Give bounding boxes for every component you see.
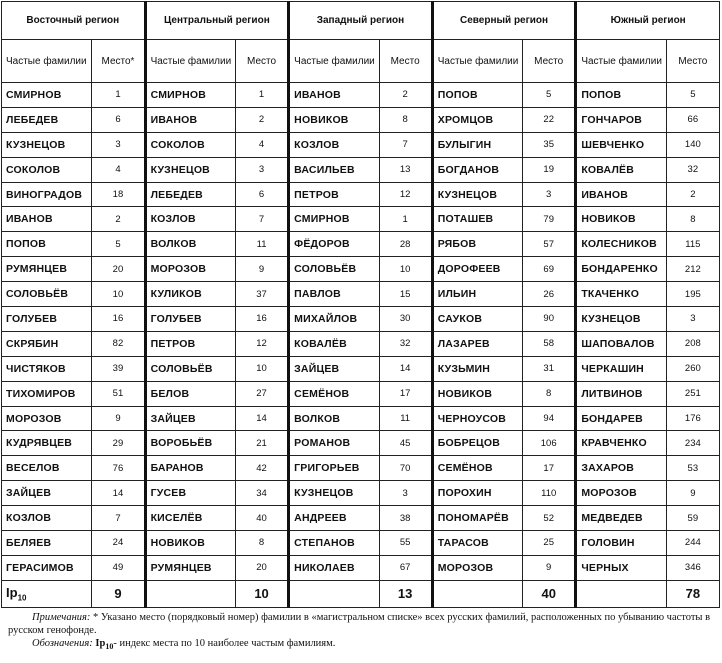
rank-cell: 5 (666, 83, 719, 108)
rank-cell: 12 (235, 331, 288, 356)
surname-cell: СМИРНОВ (2, 83, 92, 108)
rank-cell: 69 (523, 257, 576, 282)
table-row (2, 132, 720, 157)
surname-cell: НОВИКОВ (145, 531, 235, 556)
rank-cell: 67 (379, 555, 432, 580)
rank-cell: 10 (92, 282, 145, 307)
surname-cell: КУЗНЕЦОВ (145, 157, 235, 182)
rank-cell: 21 (235, 431, 288, 456)
surname-cell: ЗАЙЦЕВ (289, 356, 379, 381)
surname-cell: СОКОЛОВ (2, 157, 92, 182)
surname-cell: БЕЛОВ (145, 381, 235, 406)
surname-cell: ПОТАШЕВ (432, 207, 522, 232)
surname-cell: КУЗНЕЦОВ (289, 481, 379, 506)
surname-cell: ИВАНОВ (289, 83, 379, 108)
index-value: 9 (92, 580, 145, 607)
surname-cell: ПАВЛОВ (289, 282, 379, 307)
surname-cell: КОЗЛОВ (2, 506, 92, 531)
rank-cell: 1 (379, 207, 432, 232)
rank-cell: 24 (92, 531, 145, 556)
surname-cell: ПЕТРОВ (289, 182, 379, 207)
table-row (2, 107, 720, 132)
rank-cell: 58 (523, 331, 576, 356)
table-row (2, 282, 720, 307)
table-row (2, 431, 720, 456)
column-header-surname: Частые фамилии (2, 40, 92, 83)
region-header: Северный регион (432, 2, 576, 40)
rank-cell: 12 (379, 182, 432, 207)
table-row (2, 506, 720, 531)
surname-cell: РУМЯНЦЕВ (2, 257, 92, 282)
rank-cell: 94 (523, 406, 576, 431)
surname-cell: КУЗНЕЦОВ (432, 182, 522, 207)
rank-cell: 8 (379, 107, 432, 132)
surname-cell: ЗАЙЦЕВ (145, 406, 235, 431)
column-header-rank: Место (523, 40, 576, 83)
index-label-empty (289, 580, 379, 607)
surname-cell: НОВИКОВ (576, 207, 666, 232)
surname-cell: СОЛОВЬЁВ (289, 257, 379, 282)
surname-cell: ХРОМЦОВ (432, 107, 522, 132)
rank-cell: 10 (379, 257, 432, 282)
surname-cell: КОЛЕСНИКОВ (576, 232, 666, 257)
rank-cell: 4 (235, 132, 288, 157)
surname-cell: ВОРОБЬЁВ (145, 431, 235, 456)
rank-cell: 76 (92, 456, 145, 481)
surname-cell: АНДРЕЕВ (289, 506, 379, 531)
surname-cell: ТИХОМИРОВ (2, 381, 92, 406)
rank-cell: 18 (92, 182, 145, 207)
rank-cell: 212 (666, 257, 719, 282)
rank-cell: 2 (666, 182, 719, 207)
surname-cell: ФЁДОРОВ (289, 232, 379, 257)
surname-cell: ЛАЗАРЕВ (432, 331, 522, 356)
rank-cell: 79 (523, 207, 576, 232)
surname-cell: НОВИКОВ (432, 381, 522, 406)
table-row (2, 481, 720, 506)
surname-cell: МОРОЗОВ (432, 555, 522, 580)
rank-cell: 26 (523, 282, 576, 307)
table-row (2, 182, 720, 207)
rank-cell: 8 (235, 531, 288, 556)
surname-cell: ИВАНОВ (2, 207, 92, 232)
rank-cell: 20 (235, 555, 288, 580)
rank-cell: 59 (666, 506, 719, 531)
designation-text: - индекс места по 10 наиболее частым фамилиям. (113, 638, 336, 649)
index-value: 13 (379, 580, 432, 607)
surname-cell: КОВАЛЁВ (289, 331, 379, 356)
surname-cell: МОРОЗОВ (145, 257, 235, 282)
table-row (2, 555, 720, 580)
rank-cell: 31 (523, 356, 576, 381)
rank-cell: 15 (379, 282, 432, 307)
surname-cell: СМИРНОВ (289, 207, 379, 232)
surname-cell: ЧЕРНЫХ (576, 555, 666, 580)
rank-cell: 208 (666, 331, 719, 356)
rank-cell: 34 (235, 481, 288, 506)
surname-cell: РОМАНОВ (289, 431, 379, 456)
surname-cell: ЧИСТЯКОВ (2, 356, 92, 381)
index-label-empty (432, 580, 522, 607)
rank-cell: 38 (379, 506, 432, 531)
surname-cell: ЧЕРКАШИН (576, 356, 666, 381)
rank-cell: 8 (523, 381, 576, 406)
note-text: * Указано место (порядковый номер) фамилии в «магистральном списке» всех русских фамилий, расположенных по убыванию частоты в русском генофонде. (8, 612, 711, 636)
surname-cell: БЕЛЯЕВ (2, 531, 92, 556)
surname-cell: ТАРАСОВ (432, 531, 522, 556)
rank-cell: 14 (92, 481, 145, 506)
designation-symbol: $Ip_{10}$ (95, 638, 114, 652)
rank-cell: 11 (235, 232, 288, 257)
rank-cell: 19 (523, 157, 576, 182)
surname-cell: ЗАЙЦЕВ (2, 481, 92, 506)
rank-cell: 3 (235, 157, 288, 182)
rank-cell: 70 (379, 456, 432, 481)
column-header-surname: Частые фамилии (289, 40, 379, 83)
rank-cell: 27 (235, 381, 288, 406)
surname-cell: РУМЯНЦЕВ (145, 555, 235, 580)
rank-cell: 55 (379, 531, 432, 556)
surname-cell: КРАВЧЕНКО (576, 431, 666, 456)
surname-cell: ЛЕБЕДЕВ (2, 107, 92, 132)
column-header-surname: Частые фамилии (576, 40, 666, 83)
surname-cell: КИСЕЛЁВ (145, 506, 235, 531)
surname-cell: СТЕПАНОВ (289, 531, 379, 556)
surname-cell: ВЕСЕЛОВ (2, 456, 92, 481)
table-row (2, 456, 720, 481)
rank-cell: 45 (379, 431, 432, 456)
table-row (2, 531, 720, 556)
table-row (2, 157, 720, 182)
rank-cell: 11 (379, 406, 432, 431)
rank-cell: 7 (379, 132, 432, 157)
rank-cell: 32 (666, 157, 719, 182)
rank-cell: 1 (92, 83, 145, 108)
surname-cell: БОБРЕЦОВ (432, 431, 522, 456)
region-header: Западный регион (289, 2, 433, 40)
surname-cell: БАРАНОВ (145, 456, 235, 481)
rank-cell: 2 (379, 83, 432, 108)
rank-cell: 30 (379, 307, 432, 332)
surname-cell: СОКОЛОВ (145, 132, 235, 157)
notes (8, 611, 716, 653)
rank-cell: 29 (92, 431, 145, 456)
index-row (2, 580, 720, 607)
rank-cell: 9 (523, 555, 576, 580)
rank-cell: 66 (666, 107, 719, 132)
table-row (2, 381, 720, 406)
surname-cell: НОВИКОВ (289, 107, 379, 132)
surname-cell: ПОПОВ (432, 83, 522, 108)
surname-cell: ПОНОМАРЁВ (432, 506, 522, 531)
surname-cell: КУЗНЕЦОВ (576, 307, 666, 332)
rank-cell: 3 (523, 182, 576, 207)
index-label: $Ip_{10}$ (2, 580, 92, 607)
rank-cell: 14 (379, 356, 432, 381)
rank-cell: 195 (666, 282, 719, 307)
rank-cell: 37 (235, 282, 288, 307)
column-header-rank: Место (666, 40, 719, 83)
surname-cell: БОНДАРЕНКО (576, 257, 666, 282)
surname-cell: СКРЯБИН (2, 331, 92, 356)
column-header-row (2, 40, 720, 83)
index-value: 40 (523, 580, 576, 607)
surname-cell: ГОНЧАРОВ (576, 107, 666, 132)
surname-cell: ЧЕРНОУСОВ (432, 406, 522, 431)
column-header-rank: Место (379, 40, 432, 83)
surname-cell: МИХАЙЛОВ (289, 307, 379, 332)
table-row (2, 232, 720, 257)
region-header: Южный регион (576, 2, 720, 40)
rank-cell: 5 (92, 232, 145, 257)
rank-cell: 115 (666, 232, 719, 257)
surname-cell: СМИРНОВ (145, 83, 235, 108)
rank-cell: 3 (666, 307, 719, 332)
rank-cell: 13 (379, 157, 432, 182)
surname-cell: ГЕРАСИМОВ (2, 555, 92, 580)
column-header-rank: Место (235, 40, 288, 83)
surname-cell: ЗАХАРОВ (576, 456, 666, 481)
surname-cell: МЕДВЕДЕВ (576, 506, 666, 531)
rank-cell: 49 (92, 555, 145, 580)
region-header: Центральный регион (145, 2, 289, 40)
rank-cell: 7 (235, 207, 288, 232)
surname-cell: ИЛЬИН (432, 282, 522, 307)
rank-cell: 5 (523, 83, 576, 108)
surname-cell: ПОРОХИН (432, 481, 522, 506)
rank-cell: 9 (235, 257, 288, 282)
surname-cell: ТКАЧЕНКО (576, 282, 666, 307)
column-header-rank: Место* (92, 40, 145, 83)
index-value: 10 (235, 580, 288, 607)
surname-cell: ИВАНОВ (576, 182, 666, 207)
index-label-empty (576, 580, 666, 607)
surname-cell: БОГДАНОВ (432, 157, 522, 182)
surname-cell: СОЛОВЬЁВ (2, 282, 92, 307)
surname-cell: КУЗНЕЦОВ (2, 132, 92, 157)
table-row (2, 257, 720, 282)
rank-cell: 22 (523, 107, 576, 132)
index-value: 78 (666, 580, 719, 607)
surname-table (1, 1, 720, 608)
surname-cell: КУЛИКОВ (145, 282, 235, 307)
surname-cell: ГОЛУБЕВ (2, 307, 92, 332)
rank-cell: 140 (666, 132, 719, 157)
index-label-empty (145, 580, 235, 607)
surname-cell: ГОЛУБЕВ (145, 307, 235, 332)
surname-cell: СЕМЁНОВ (289, 381, 379, 406)
rank-cell: 32 (379, 331, 432, 356)
rank-cell: 2 (92, 207, 145, 232)
rank-cell: 6 (92, 107, 145, 132)
surname-cell: БОНДАРЕВ (576, 406, 666, 431)
rank-cell: 57 (523, 232, 576, 257)
surname-cell: КОЗЛОВ (289, 132, 379, 157)
rank-cell: 260 (666, 356, 719, 381)
rank-cell: 14 (235, 406, 288, 431)
surname-cell: ЛИТВИНОВ (576, 381, 666, 406)
surname-cell: ВОЛКОВ (145, 232, 235, 257)
surname-cell: СОЛОВЬЁВ (145, 356, 235, 381)
rank-cell: 6 (235, 182, 288, 207)
surname-cell: САУКОВ (432, 307, 522, 332)
surname-cell: ВАСИЛЬЕВ (289, 157, 379, 182)
rank-cell: 7 (92, 506, 145, 531)
rank-cell: 251 (666, 381, 719, 406)
surname-cell: ШЕВЧЕНКО (576, 132, 666, 157)
surname-cell: МОРОЗОВ (2, 406, 92, 431)
surname-cell: КОВАЛЁВ (576, 157, 666, 182)
surname-cell: ПЕТРОВ (145, 331, 235, 356)
rank-cell: 110 (523, 481, 576, 506)
table-row (2, 356, 720, 381)
rank-cell: 53 (666, 456, 719, 481)
rank-cell: 90 (523, 307, 576, 332)
rank-cell: 28 (379, 232, 432, 257)
rank-cell: 346 (666, 555, 719, 580)
region-header-row (2, 2, 720, 40)
rank-cell: 9 (92, 406, 145, 431)
rank-cell: 9 (666, 481, 719, 506)
note-paragraph (8, 611, 716, 637)
column-header-surname: Частые фамилии (145, 40, 235, 83)
surname-cell: КУЗЬМИН (432, 356, 522, 381)
rank-cell: 10 (235, 356, 288, 381)
rank-cell: 106 (523, 431, 576, 456)
surname-cell: КОЗЛОВ (145, 207, 235, 232)
surname-cell: БУЛЫГИН (432, 132, 522, 157)
surname-cell: НИКОЛАЕВ (289, 555, 379, 580)
rank-cell: 16 (235, 307, 288, 332)
surname-cell: РЯБОВ (432, 232, 522, 257)
surname-cell: КУДРЯВЦЕВ (2, 431, 92, 456)
rank-cell: 8 (666, 207, 719, 232)
rank-cell: 25 (523, 531, 576, 556)
rank-cell: 51 (92, 381, 145, 406)
surname-cell: ГУСЕВ (145, 481, 235, 506)
table-row (2, 406, 720, 431)
rank-cell: 17 (523, 456, 576, 481)
note-label: Примечания: (32, 612, 91, 623)
table-row (2, 331, 720, 356)
rank-cell: 3 (379, 481, 432, 506)
surname-cell: ПОПОВ (2, 232, 92, 257)
designation-label: Обозначения: (32, 638, 93, 649)
table-body (2, 83, 720, 608)
rank-cell: 3 (92, 132, 145, 157)
rank-cell: 2 (235, 107, 288, 132)
surname-cell: ВОЛКОВ (289, 406, 379, 431)
designation-paragraph (8, 637, 716, 653)
rank-cell: 42 (235, 456, 288, 481)
rank-cell: 234 (666, 431, 719, 456)
surname-cell: ДОРОФЕЕВ (432, 257, 522, 282)
surname-cell: ИВАНОВ (145, 107, 235, 132)
rank-cell: 20 (92, 257, 145, 282)
rank-cell: 4 (92, 157, 145, 182)
rank-cell: 16 (92, 307, 145, 332)
table-row (2, 307, 720, 332)
rank-cell: 39 (92, 356, 145, 381)
rank-cell: 1 (235, 83, 288, 108)
surname-cell: ГРИГОРЬЕВ (289, 456, 379, 481)
table-row (2, 207, 720, 232)
rank-cell: 35 (523, 132, 576, 157)
table-row (2, 83, 720, 108)
surname-cell: ВИНОГРАДОВ (2, 182, 92, 207)
rank-cell: 176 (666, 406, 719, 431)
rank-cell: 17 (379, 381, 432, 406)
column-header-surname: Частые фамилии (432, 40, 522, 83)
surname-cell: МОРОЗОВ (576, 481, 666, 506)
surname-cell: ШАПОВАЛОВ (576, 331, 666, 356)
region-header: Восточный регион (2, 2, 146, 40)
surname-cell: ЛЕБЕДЕВ (145, 182, 235, 207)
surname-cell: СЕМЁНОВ (432, 456, 522, 481)
rank-cell: 52 (523, 506, 576, 531)
rank-cell: 82 (92, 331, 145, 356)
rank-cell: 40 (235, 506, 288, 531)
surname-cell: ПОПОВ (576, 83, 666, 108)
surname-cell: ГОЛОВИН (576, 531, 666, 556)
rank-cell: 244 (666, 531, 719, 556)
